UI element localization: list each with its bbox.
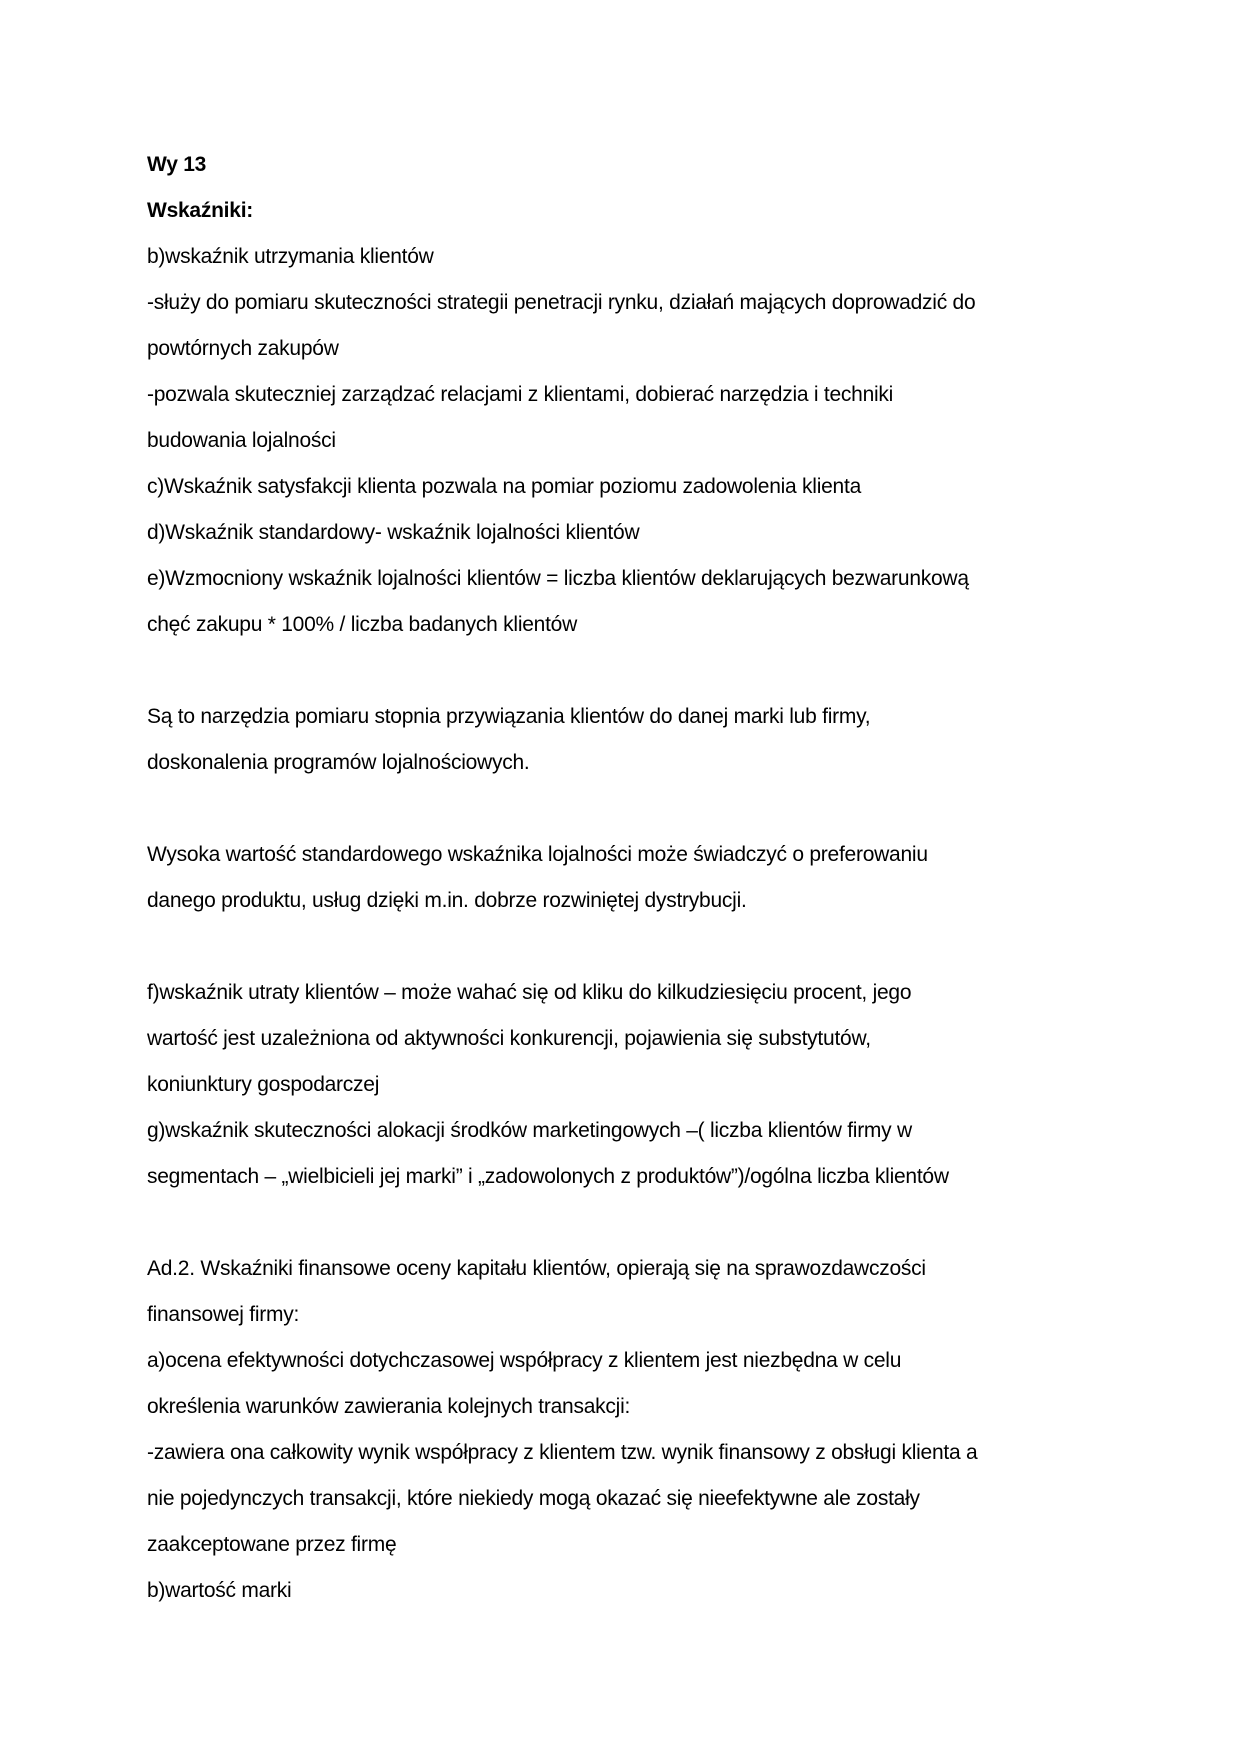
text-line: zaakceptowane przez firmę (147, 1533, 397, 1556)
section-heading: Wskaźniki: (147, 199, 254, 222)
text-line: wartość jest uzależniona od aktywności konkurencji, pojawienia się substytutów, (147, 1027, 871, 1050)
text-line: -pozwala skuteczniej zarządzać relacjami z klientami, dobierać narzędzia i techniki (147, 383, 894, 406)
text-line: b)wskaźnik utrzymania klientów (147, 245, 434, 268)
text-line: segmentach – „wielbicieli jej marki” i „zadowolonych z produktów”)/ogólna liczba klientów (147, 1165, 949, 1188)
text-line: powtórnych zakupów (147, 337, 339, 360)
document-body (147, 142, 1107, 1614)
text-line: b)wartość marki (147, 1579, 292, 1602)
text-line: c)Wskaźnik satysfakcji klienta pozwala na pomiar poziomu zadowolenia klienta (147, 475, 862, 498)
text-line: nie pojedynczych transakcji, które niekiedy mogą okazać się nieefektywne ale zostały (147, 1487, 920, 1510)
text-line: -zawiera ona całkowity wynik współpracy z klientem tzw. wynik finansowy z obsługi klienta a (147, 1441, 978, 1464)
text-line: f)wskaźnik utraty klientów – może wahać się od kliku do kilkudziesięciu procent, jego (147, 981, 912, 1004)
text-line: Ad.2. Wskaźniki finansowe oceny kapitału klientów, opierają się na sprawozdawczości (147, 1257, 926, 1280)
paragraph-gap (147, 924, 1107, 970)
text-line: e)Wzmocniony wskaźnik lojalności klientów = liczba klientów deklarujących bezwarunkową (147, 567, 969, 590)
text-line: określenia warunków zawierania kolejnych transakcji: (147, 1395, 631, 1418)
text-line: Wysoka wartość standardowego wskaźnika lojalności może świadczyć o preferowaniu (147, 843, 928, 866)
text-line: g)wskaźnik skuteczności alokacji środków marketingowych –( liczba klientów firmy w (147, 1119, 912, 1142)
document-title: Wy 13 (147, 153, 207, 176)
text-line: d)Wskaźnik standardowy- wskaźnik lojalności klientów (147, 521, 640, 544)
paragraph-gap (147, 786, 1107, 832)
text-line: chęć zakupu * 100% / liczba badanych klientów (147, 613, 578, 636)
text-line: finansowej firmy: (147, 1303, 300, 1326)
text-line: danego produktu, usług dzięki m.in. dobrze rozwiniętej dystrybucji. (147, 889, 747, 912)
text-line: budowania lojalności (147, 429, 336, 452)
text-line: -służy do pomiaru skuteczności strategii penetracji rynku, działań mających doprowadzić do (147, 291, 976, 314)
paragraph-gap (147, 1200, 1107, 1246)
text-line: Są to narzędzia pomiaru stopnia przywiązania klientów do danej marki lub firmy, (147, 705, 871, 728)
text-line: a)ocena efektywności dotychczasowej współpracy z klientem jest niezbędna w celu (147, 1349, 902, 1372)
text-line: koniunktury gospodarczej (147, 1073, 380, 1096)
text-line: doskonalenia programów lojalnościowych. (147, 751, 530, 774)
paragraph-gap (147, 648, 1107, 694)
